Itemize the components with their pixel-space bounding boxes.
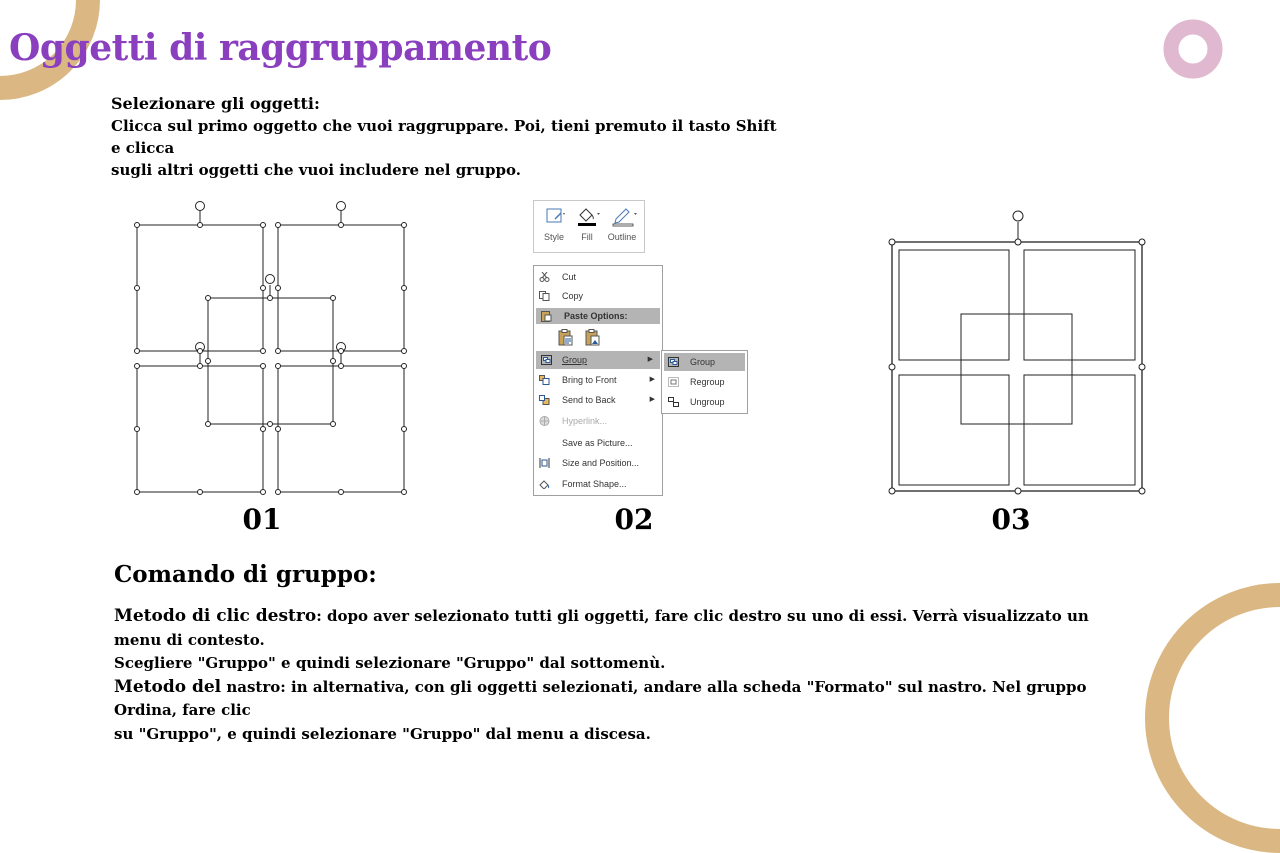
command-heading: Comando di gruppo: [114, 561, 377, 588]
chevron-right-icon: ▶ [647, 356, 653, 363]
menu-item-hyperlink[interactable] [534, 412, 662, 430]
chevron-right-icon: ▶ [649, 396, 655, 403]
shape-style-icon [545, 207, 567, 225]
decorative-arc-bottom-right [1145, 583, 1280, 853]
menu-item-bring-to-front[interactable] [534, 371, 662, 389]
submenu-item-regroup-label: Regroup [690, 377, 725, 387]
paste-icon [541, 310, 552, 322]
figure-03-grouped-shapes [880, 203, 1155, 498]
group-icon [668, 357, 679, 367]
right-click-method-label: Metodo di clic destro [114, 606, 317, 626]
format-ribbon-group [533, 200, 645, 253]
fill-button[interactable] [569, 201, 605, 251]
decorative-ring [1163, 19, 1223, 79]
menu-item-hyperlink-label: Hyperlink... [562, 416, 608, 426]
bring-to-front-icon [539, 375, 550, 385]
size-position-icon [539, 458, 550, 468]
menu-item-size-and-position[interactable] [534, 454, 662, 472]
group-submenu [661, 350, 748, 414]
menu-item-cut-label: Cut [562, 272, 577, 282]
scissors-icon [539, 272, 550, 282]
paste-picture-icon[interactable] [585, 329, 601, 347]
intro-heading: Selezionare gli oggetti: [111, 94, 320, 113]
ungroup-icon [668, 397, 679, 407]
regroup-icon [668, 377, 679, 387]
outline-pen-icon [610, 205, 638, 227]
paint-bucket-icon [575, 205, 601, 227]
right-click-method-line-1 [114, 605, 1114, 652]
send-to-back-icon [539, 395, 550, 405]
group-icon [541, 355, 552, 365]
paste-options-label: Paste Options: [564, 311, 628, 321]
hyperlink-icon [539, 416, 550, 426]
style-label: Style [543, 232, 564, 242]
paste-keep-format-icon[interactable] [558, 329, 574, 347]
menu-item-group[interactable] [536, 351, 660, 369]
fill-label: Fill [581, 232, 593, 242]
slide-title: Oggetti di raggruppamento [9, 27, 552, 69]
menu-item-send-to-back-label: Send to Back [562, 395, 616, 405]
right-click-method-text: : dopo aver selezionato tutti gli oggetti, fare clic destro su uno di essi. Verrà visualizzato un menu di contesto. [114, 607, 1089, 649]
intro-text [111, 93, 791, 181]
menu-item-cut[interactable] [534, 268, 662, 286]
intro-line-2: sugli altri oggetti che vuoi includere nel gruppo. [111, 161, 521, 179]
format-shape-icon [539, 479, 550, 489]
menu-item-save-as-picture-label: Save as Picture... [562, 438, 633, 448]
paste-options-header [536, 308, 660, 324]
menu-item-bring-to-front-label: Bring to Front [562, 375, 617, 385]
ribbon-method-line-1 [114, 676, 1114, 723]
menu-item-format-shape[interactable] [534, 475, 662, 493]
ribbon-method-line-2: su "Gruppo", e quindi selezionare "Gruppo" dal menu a discesa. [114, 724, 651, 743]
menu-item-size-and-position-label: Size and Position... [562, 458, 640, 468]
menu-item-group-label: Group [562, 355, 588, 365]
submenu-item-regroup[interactable] [664, 373, 745, 391]
right-click-method-line-2: Scegliere "Gruppo" e quindi selezionare "Gruppo" dal sottomenù. [114, 654, 666, 672]
menu-item-copy-label: Copy [562, 291, 584, 301]
step-number-01: 01 [242, 503, 282, 536]
submenu-item-group[interactable] [664, 353, 745, 371]
step-number-02: 02 [614, 503, 654, 536]
ribbon-method-text: nastro: in alternativa, con gli oggetti selezionati, andare alla scheda "Formato" sul nastro. Nel gruppo Ordina, fare clic [114, 677, 1087, 719]
outline-label: Outline [607, 232, 637, 242]
step-number-03: 03 [991, 503, 1031, 536]
figure-01-selected-shapes [128, 195, 413, 500]
menu-item-save-as-picture[interactable] [534, 434, 662, 452]
submenu-item-ungroup[interactable] [664, 393, 745, 411]
style-button[interactable] [536, 201, 572, 251]
context-menu [533, 265, 663, 496]
submenu-item-ungroup-label: Ungroup [690, 397, 725, 407]
outline-button[interactable] [604, 201, 640, 251]
methods-text [114, 605, 1114, 746]
menu-item-send-to-back[interactable] [534, 391, 662, 409]
menu-item-copy[interactable] [534, 287, 662, 305]
ribbon-method-label: Metodo del [114, 676, 222, 697]
copy-icon [539, 291, 550, 301]
chevron-right-icon: ▶ [649, 376, 655, 383]
submenu-item-group-label: Group [690, 357, 716, 367]
intro-line-1: Clicca sul primo oggetto che vuoi raggruppare. Poi, tieni premuto il tasto Shift e clicca [111, 117, 777, 157]
menu-item-format-shape-label: Format Shape... [562, 479, 627, 489]
